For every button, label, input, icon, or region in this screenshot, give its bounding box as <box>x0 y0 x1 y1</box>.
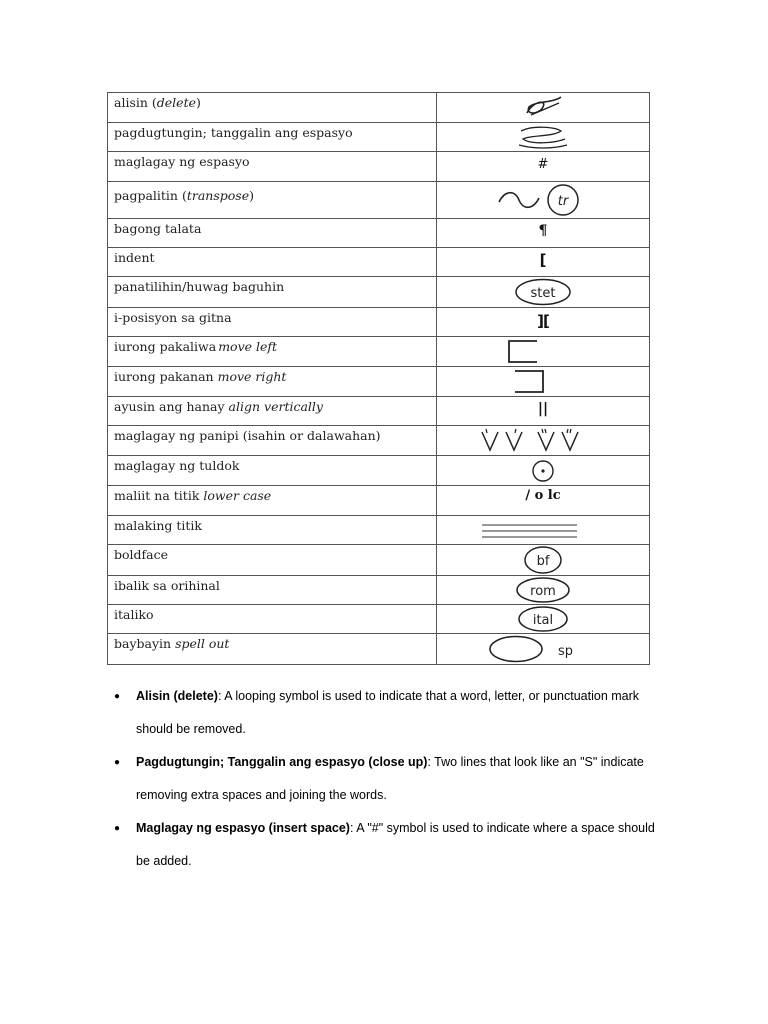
term-cell: italiko <box>114 607 154 622</box>
term-cell: i-posisyon sa gitna <box>114 310 232 325</box>
list-item: ● Alisin (delete): A looping symbol is used to indicate that a word, letter, or punctuation mark should be removed. <box>108 680 668 746</box>
bullet-icon: ● <box>114 691 121 702</box>
center-symbol: ][ <box>537 312 549 330</box>
term-cell: alisin (delete) <box>114 95 201 110</box>
rom-symbol <box>513 576 573 604</box>
notes-list <box>108 680 668 878</box>
table-row <box>108 456 650 486</box>
table-row <box>108 182 650 219</box>
table-row <box>108 426 650 456</box>
bullet-icon: ● <box>114 823 121 834</box>
delete-mark-symbol <box>513 93 573 121</box>
move-left-symbol <box>437 337 650 366</box>
term-cell: panatilihin/huwag baguhin <box>114 279 285 294</box>
rom-label: rom <box>530 584 556 599</box>
align-symbol: || <box>537 401 549 417</box>
term-cell: boldface <box>114 547 169 562</box>
spell-out-symbol <box>488 634 598 664</box>
tr-label: tr <box>557 194 569 209</box>
list-item: ● Pagdugtungin; Tanggalin ang espasyo (close up): Two lines that look like an "S" indicate removing extra spaces and joining the words. <box>108 746 668 812</box>
table-row <box>108 605 650 634</box>
term-cell: maglagay ng panipi (isahin or dalawahan) <box>114 428 381 443</box>
table-row <box>108 93 650 123</box>
term-cell: maliit na titik lower case <box>114 488 272 503</box>
table-row <box>108 123 650 152</box>
term-cell: malaking titik <box>114 518 202 533</box>
table-row <box>108 545 650 576</box>
term-cell: pagdugtungin; tanggalin ang espasyo <box>114 125 353 140</box>
ital-label: ital <box>532 613 554 628</box>
stet-symbol <box>508 277 578 307</box>
list-item: ● Maglagay ng espasyo (insert space): A "#" symbol is used to indicate where a space should be added. <box>108 812 668 878</box>
term-cell: pagpalitin (transpose) <box>114 188 254 203</box>
proofreading-marks-table <box>107 92 650 665</box>
stet-label: stet <box>530 286 556 301</box>
circled-period-symbol <box>528 456 558 484</box>
term-cell: maglagay ng tuldok <box>114 458 240 473</box>
quote-carets-symbol <box>478 426 608 454</box>
term-cell: iurong pakaliwa move left <box>114 339 278 354</box>
close-up-symbol <box>513 123 573 151</box>
term-cell: maglagay ng espasyo <box>114 154 250 169</box>
table-row <box>108 367 650 397</box>
table-row <box>108 219 650 248</box>
ital-symbol <box>513 605 573 633</box>
pilcrow-symbol: ¶ <box>538 223 548 239</box>
lower-case-symbol: / o lc <box>525 488 561 503</box>
bullet-icon: ● <box>114 757 121 768</box>
triple-underline-symbol <box>437 516 650 544</box>
term-cell: ayusin ang hanay align vertically <box>114 399 323 414</box>
table-row <box>108 308 650 337</box>
table-row <box>108 248 650 277</box>
table-row <box>108 397 650 426</box>
table-row <box>108 337 650 367</box>
term-cell: ibalik sa orihinal <box>114 578 220 593</box>
table-row <box>108 277 650 308</box>
term-cell: indent <box>114 250 155 265</box>
term-cell: bagong talata <box>114 221 202 236</box>
indent-bracket-symbol: [ <box>539 251 547 269</box>
transpose-symbol <box>493 182 593 218</box>
table-row <box>108 516 650 545</box>
table-row <box>108 152 650 182</box>
table-row <box>108 486 650 516</box>
term-cell: iurong pakanan move right <box>114 369 287 384</box>
bf-symbol <box>518 545 568 575</box>
hash-symbol: # <box>537 157 549 172</box>
term-cell: baybayin spell out <box>114 636 230 651</box>
move-right-symbol <box>437 367 650 396</box>
sp-label: sp <box>558 644 574 659</box>
table-row <box>108 576 650 605</box>
table-row <box>108 634 650 665</box>
bf-label: bf <box>536 554 550 569</box>
